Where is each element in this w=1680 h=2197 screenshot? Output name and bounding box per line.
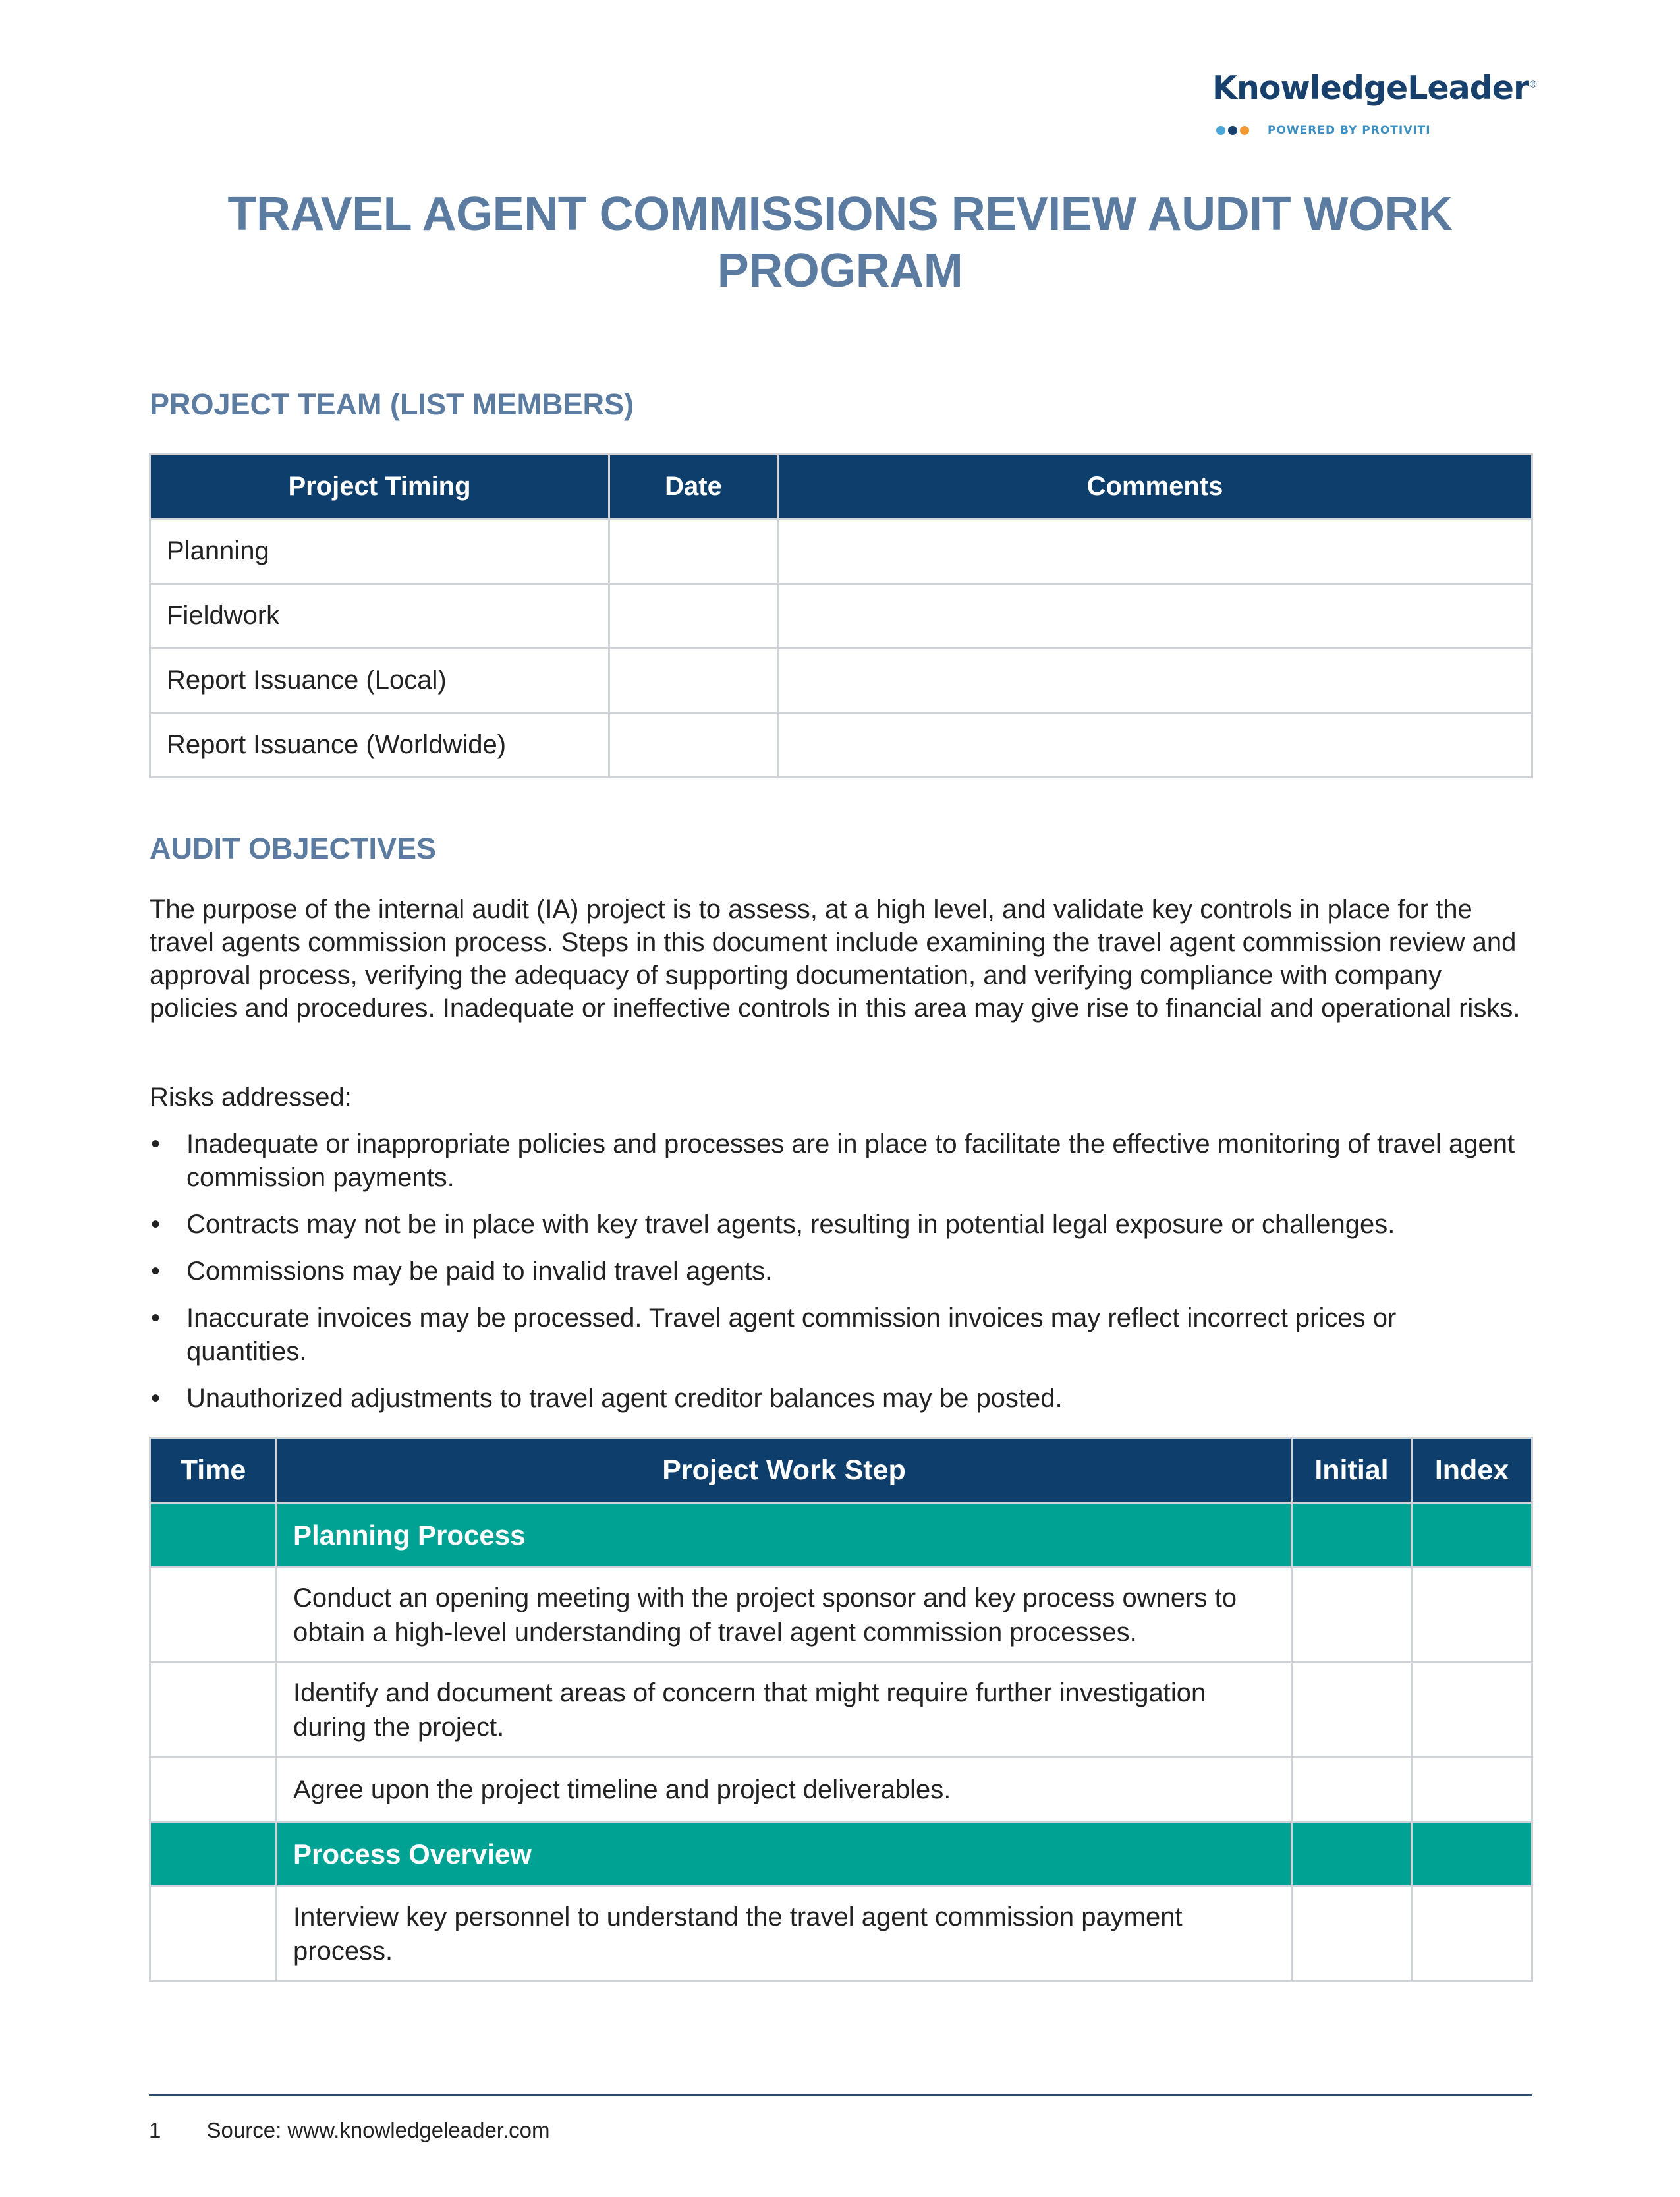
initial-cell[interactable] [1292,1887,1412,1982]
section-row [150,1503,1532,1568]
bullet-icon: • [151,1129,161,1158]
table-row [150,648,1532,713]
table-header-row [150,455,1532,519]
timing-cell: Fieldwork [150,584,609,648]
brand-dot [1228,126,1237,135]
date-cell[interactable] [609,713,778,778]
risks-addressed-label: Risks addressed: [150,1083,352,1112]
section-title: Planning Process [277,1503,1292,1568]
list-item [150,1301,1520,1369]
index-cell [1412,1822,1532,1887]
project-team-heading: PROJECT TEAM (LIST MEMBERS) [150,387,634,421]
registered-mark: ® [1528,79,1538,90]
brand-dot [1240,126,1249,135]
brand-dot [1216,126,1225,135]
time-cell [150,1503,277,1568]
initial-cell[interactable] [1292,1663,1412,1757]
risk-text: Unauthorized adjustments to travel agent creditor balances may be posted. [186,1384,1063,1413]
list-item [150,1382,1520,1415]
column-header-comments: Comments [778,455,1532,519]
page-footer [149,2118,549,2143]
list-item [150,1127,1520,1195]
bullet-icon: • [151,1303,161,1332]
audit-objectives-paragraph: The purpose of the internal audit (IA) project is to assess, at a high level, and validate key controls in place for the travel agents commission process. Steps in this document include examining the travel agent commission review and approval process, verifying the adequacy of supporting documentation, and verifying compliance with company policies and procedures. Inadequate or ineffective controls in this area may give rise to financial and operational risks. [150,895,1521,1023]
time-cell[interactable] [150,1887,277,1982]
column-header-date: Date [609,455,778,519]
table-row [150,1568,1532,1663]
timing-cell: Planning [150,519,609,584]
initial-cell[interactable] [1292,1568,1412,1663]
brand-tagline: POWERED BY PROTIVITI [1268,124,1431,137]
time-cell[interactable] [150,1568,277,1663]
index-cell[interactable] [1412,1757,1532,1822]
risk-text: Inaccurate invoices may be processed. Travel agent commission invoices may reflect incorrect prices or quantities. [186,1303,1397,1366]
column-header-index: Index [1412,1438,1532,1503]
table-row [150,713,1532,778]
comments-cell[interactable] [778,584,1532,648]
table-row [150,584,1532,648]
time-cell [150,1822,277,1887]
timing-cell: Report Issuance (Local) [150,648,609,713]
work-step-text: Interview key personnel to understand the travel agent commission payment process. [277,1887,1292,1982]
table-row [150,519,1532,584]
comments-cell[interactable] [778,648,1532,713]
date-cell[interactable] [609,648,778,713]
initial-cell [1292,1822,1412,1887]
comments-cell[interactable] [778,519,1532,584]
work-program-table [149,1437,1533,1982]
timing-cell: Report Issuance (Worldwide) [150,713,609,778]
bullet-icon: • [151,1257,161,1286]
brand-logo [1212,69,1538,107]
brand-dots-icon [1216,126,1249,135]
index-cell[interactable] [1412,1663,1532,1757]
document-title: TRAVEL AGENT COMMISSIONS REVIEW AUDIT WORK PROGRAM [227,188,1453,297]
date-cell[interactable] [609,519,778,584]
footer-divider [149,2094,1532,2096]
work-step-text: Identify and document areas of concern that might require further investigation during the project. [277,1663,1292,1757]
comments-cell[interactable] [778,713,1532,778]
index-cell[interactable] [1412,1887,1532,1982]
list-item [150,1208,1520,1241]
work-step-text: Agree upon the project timeline and project deliverables. [277,1757,1292,1822]
list-item [150,1255,1520,1288]
column-header-time: Time [150,1438,277,1503]
table-row [150,1757,1532,1822]
column-header-initial: Initial [1292,1438,1412,1503]
project-timing-table [149,453,1533,778]
source-link[interactable]: Source: www.knowledgeleader.com [206,2118,550,2142]
risk-text: Inadequate or inappropriate policies and processes are in place to facilitate the effective monitoring of travel agent commission payments. [186,1129,1515,1192]
audit-objectives-heading: AUDIT OBJECTIVES [150,832,437,865]
initial-cell[interactable] [1292,1757,1412,1822]
column-header-project-work-step: Project Work Step [277,1438,1292,1503]
risks-list [150,1127,1520,1429]
index-cell [1412,1503,1532,1568]
time-cell[interactable] [150,1757,277,1822]
table-row [150,1663,1532,1757]
initial-cell [1292,1503,1412,1568]
date-cell[interactable] [609,584,778,648]
section-row [150,1822,1532,1887]
table-row [150,1887,1532,1982]
section-title: Process Overview [277,1822,1292,1887]
index-cell[interactable] [1412,1568,1532,1663]
bullet-icon: • [151,1384,161,1413]
table-header-row [150,1438,1532,1503]
bullet-icon: • [151,1210,161,1239]
brand-name: KnowledgeLeader [1212,69,1529,107]
time-cell[interactable] [150,1663,277,1757]
risk-text: Contracts may not be in place with key travel agents, resulting in potential legal exposure or challenges. [186,1210,1395,1239]
column-header-project-timing: Project Timing [150,455,609,519]
work-step-text: Conduct an opening meeting with the project sponsor and key process owners to obtain a high-level understanding of travel agent commission processes. [277,1568,1292,1663]
page-number: 1 [149,2118,161,2142]
risk-text: Commissions may be paid to invalid travel agents. [186,1257,773,1286]
